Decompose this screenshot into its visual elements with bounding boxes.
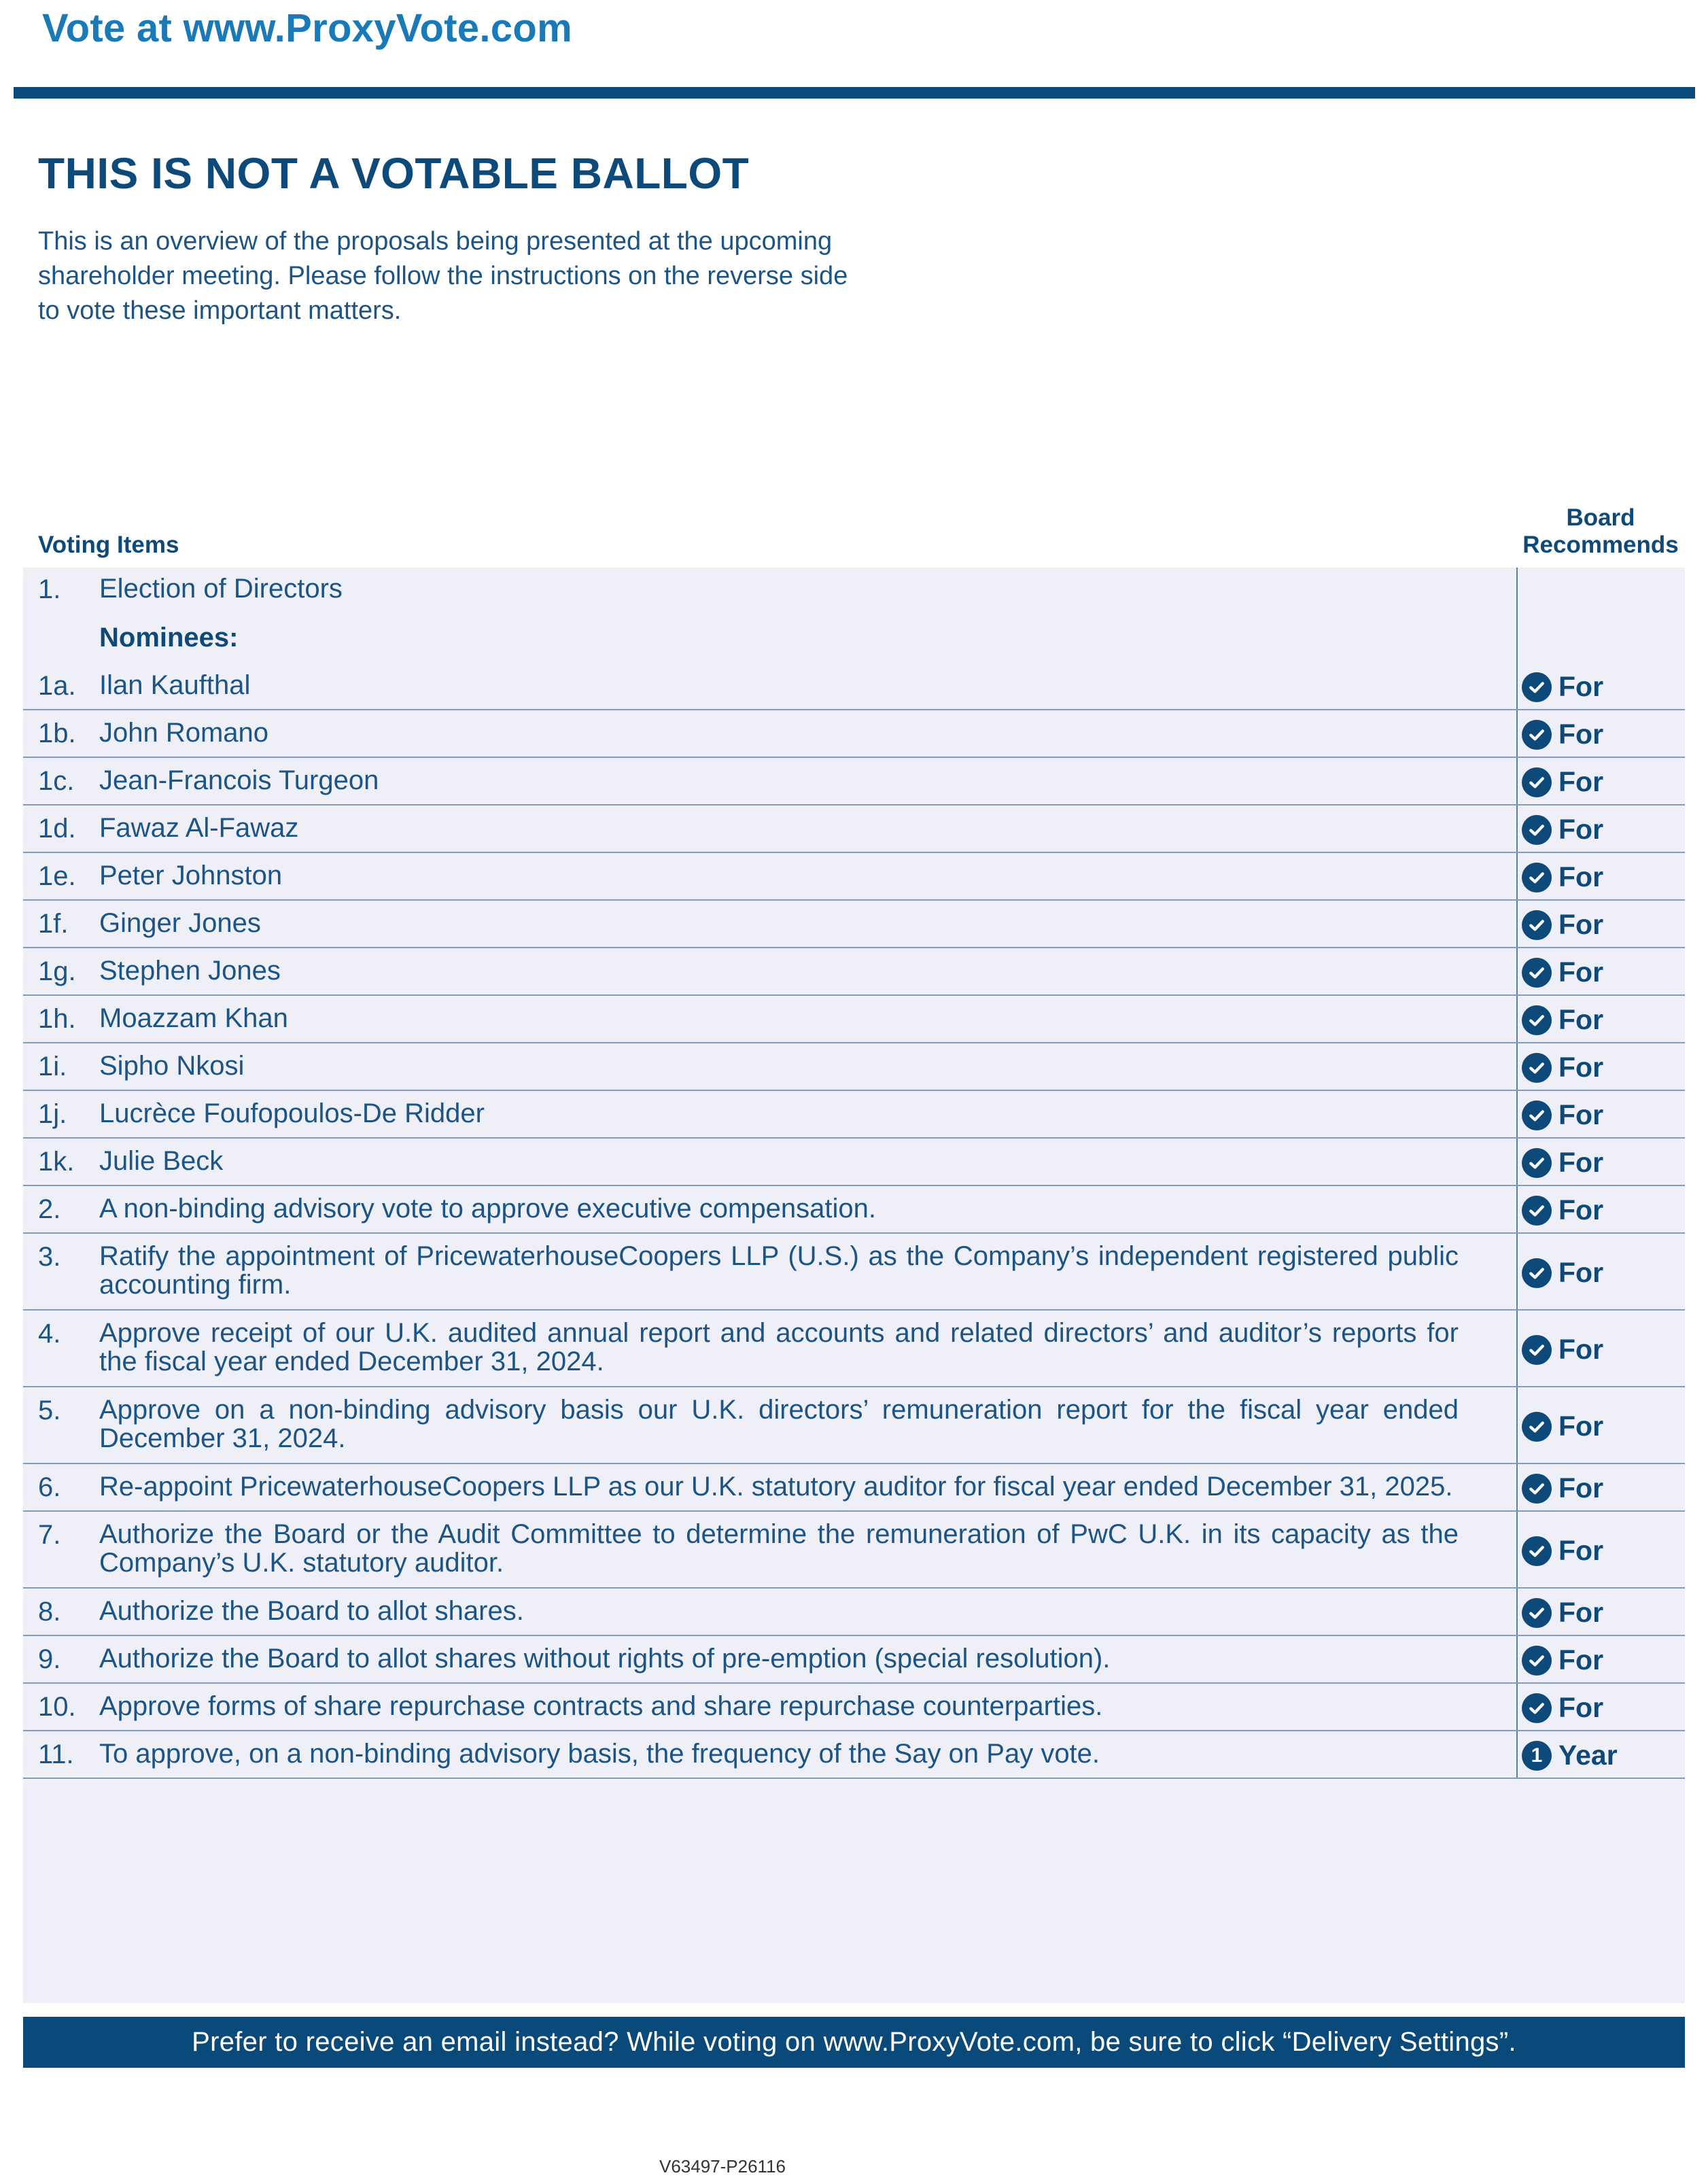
recommendation — [1522, 1739, 1618, 1771]
item-description: Election of Directors — [99, 574, 343, 604]
nominee-name: Stephen Jones — [99, 956, 281, 986]
check-circle-icon — [1522, 672, 1552, 702]
recommendation-label: For — [1558, 909, 1604, 940]
item-description: Authorize the Board to allot shares. — [99, 1596, 524, 1626]
check-circle-icon — [1522, 958, 1552, 988]
recommendation-label: For — [1558, 1472, 1604, 1504]
recommendation-label: For — [1558, 766, 1604, 797]
check-circle-icon — [1522, 1536, 1552, 1566]
nominee-row — [23, 710, 1685, 758]
item-number: 1j. — [38, 1099, 67, 1129]
footer-text: Prefer to receive an email instead? While voting on www.ProxyVote.com, be sure to click “Delivery Settings”. — [192, 2027, 1516, 2057]
item-description: A non-binding advisory vote to approve executive compensation. — [99, 1194, 876, 1224]
proposal-row — [23, 1636, 1685, 1684]
check-circle-icon — [1522, 1646, 1552, 1676]
nominee-name: Julie Beck — [99, 1146, 224, 1176]
proposal-row — [23, 1311, 1685, 1387]
item-description: To approve, on a non-binding advisory basis, the frequency of the Say on Pay vote. — [99, 1739, 1100, 1769]
nominee-row — [23, 1139, 1685, 1186]
check-circle-icon — [1522, 1258, 1552, 1288]
check-circle-icon — [1522, 815, 1552, 845]
check-circle-icon — [1522, 910, 1552, 940]
recommendation — [1522, 1257, 1603, 1289]
check-circle-icon — [1522, 1474, 1552, 1504]
nominee-name: John Romano — [99, 718, 269, 748]
voting-items-header: Voting Items — [38, 532, 179, 558]
item-number: 1k. — [38, 1147, 75, 1177]
proposal-row — [23, 1684, 1685, 1731]
nominees-label-row — [23, 615, 1685, 663]
check-circle-icon — [1522, 1598, 1552, 1628]
item-description: Ratify the appointment of PricewaterhouseCoopers LLP (U.S.) as the Company’s independent registered public accounting firm. — [99, 1241, 1459, 1300]
recommendation-label: For — [1558, 1194, 1604, 1226]
nominee-row — [23, 1091, 1685, 1139]
nominee-row — [23, 805, 1685, 853]
voting-item-row — [23, 568, 1685, 615]
nominee-row — [23, 853, 1685, 901]
item-number: 6. — [38, 1472, 61, 1502]
recommendation — [1522, 956, 1603, 988]
intro-text: This is an overview of the proposals being presented at the upcoming shareholder meeting. Please follow the instructions on the reverse side to vote these important matters. — [38, 227, 848, 325]
nominees-label: Nominees: — [99, 623, 239, 653]
check-circle-icon — [1522, 1335, 1552, 1365]
item-description: Approve on a non-binding advisory basis our U.K. directors’ remuneration report for the fiscal year ended December 31, 2024. — [99, 1395, 1459, 1453]
proposal-row — [23, 1731, 1685, 1779]
check-circle-icon — [1522, 1053, 1552, 1083]
proposal-row — [23, 1589, 1685, 1636]
check-circle-icon — [1522, 1148, 1552, 1178]
nominee-row — [23, 948, 1685, 996]
recommendation — [1522, 1692, 1603, 1724]
recommendation-label: For — [1558, 718, 1604, 750]
nominee-name: Ginger Jones — [99, 908, 261, 938]
frequency-badge: 1 — [1531, 1744, 1543, 1767]
check-circle-icon — [1522, 720, 1552, 750]
check-circle-icon — [1522, 767, 1552, 797]
recommendation — [1522, 861, 1603, 893]
item-description: Authorize the Board or the Audit Committee to determine the remuneration of PwC U.K. in its capacity as the Company’s U.K. statutory auditor. — [99, 1519, 1459, 1578]
nominee-row — [23, 663, 1685, 710]
item-number: 11. — [38, 1739, 74, 1769]
nominee-name: Peter Johnston — [99, 861, 283, 890]
recommendation — [1522, 1052, 1603, 1084]
item-number: 1a. — [38, 671, 76, 701]
proposal-row — [23, 1512, 1685, 1589]
item-description: Approve receipt of our U.K. audited annual report and accounts and related directors’ and auditor’s reports for the fiscal year ended December 31, 2024. — [99, 1318, 1459, 1376]
recommendation — [1522, 814, 1603, 846]
recommendation — [1522, 1004, 1603, 1036]
recommendation-label: For — [1558, 1099, 1604, 1130]
item-number: 3. — [38, 1242, 61, 1272]
proposal-row — [23, 1464, 1685, 1512]
header-title: Vote at www.ProxyVote.com — [42, 6, 572, 50]
recommendation-label: For — [1558, 1644, 1604, 1676]
item-number: 7. — [38, 1520, 61, 1550]
nominee-row — [23, 901, 1685, 948]
proposal-row — [23, 1186, 1685, 1234]
item-number: 1g. — [38, 956, 76, 986]
recommendation-label: For — [1558, 1410, 1604, 1442]
nominee-name: Ilan Kaufthal — [99, 670, 251, 700]
recommendation-label: Year — [1558, 1739, 1618, 1771]
recommendation-label: For — [1558, 1257, 1604, 1288]
recommendation — [1522, 1597, 1603, 1629]
footer-banner — [23, 2017, 1685, 2068]
check-circle-icon — [1522, 1412, 1552, 1442]
recommendation — [1522, 1535, 1603, 1567]
recommendation — [1522, 1099, 1603, 1131]
recommendation — [1522, 909, 1603, 941]
nominee-name: Jean-Francois Turgeon — [99, 765, 379, 795]
recommendation-label: For — [1558, 1334, 1604, 1365]
item-number: 1f. — [38, 909, 69, 939]
recommendation-label: For — [1558, 861, 1604, 892]
recommendation — [1522, 1334, 1603, 1366]
recommendation — [1522, 766, 1603, 798]
item-number: 9. — [38, 1644, 61, 1674]
check-circle-icon — [1522, 1005, 1552, 1035]
document-code: V63497-P26116 — [659, 2156, 786, 2177]
nominee-row — [23, 996, 1685, 1043]
item-number: 1. — [38, 574, 61, 604]
item-number: 4. — [38, 1319, 61, 1349]
check-circle-icon — [1522, 1693, 1552, 1723]
item-number: 2. — [38, 1194, 61, 1224]
item-number: 5. — [38, 1396, 61, 1425]
item-number: 1h. — [38, 1004, 76, 1034]
item-number: 1c. — [38, 766, 75, 796]
recommendation-label: For — [1558, 671, 1604, 702]
proposal-row — [23, 1234, 1685, 1311]
recommendation-label: For — [1558, 1052, 1604, 1083]
board-recommends-header: Board Recommends — [1522, 504, 1679, 558]
recommendation-label: For — [1558, 814, 1604, 845]
recommendation — [1522, 671, 1603, 703]
item-number: 1b. — [38, 718, 76, 748]
nominee-row — [23, 758, 1685, 805]
item-number: 1i. — [38, 1052, 67, 1081]
check-circle-icon — [1522, 1100, 1552, 1130]
check-circle-icon — [1522, 863, 1552, 892]
recommendation-label: For — [1558, 956, 1604, 988]
recommendation — [1522, 1147, 1603, 1179]
recommendation — [1522, 1194, 1603, 1226]
item-number: 1e. — [38, 861, 76, 891]
proposal-row — [23, 1387, 1685, 1464]
item-number: 8. — [38, 1597, 61, 1627]
recommendation-label: For — [1558, 1597, 1604, 1628]
nominee-name: Sipho Nkosi — [99, 1051, 245, 1081]
recommendation-label: For — [1558, 1147, 1604, 1178]
nominee-name: Moazzam Khan — [99, 1003, 288, 1033]
nominee-name: Lucrèce Foufopoulos-De Ridder — [99, 1098, 485, 1128]
item-description: Authorize the Board to allot shares without rights of pre-emption (special resolution). — [99, 1644, 1111, 1674]
page-title: THIS IS NOT A VOTABLE BALLOT — [38, 149, 750, 198]
recommendation-label: For — [1558, 1692, 1604, 1723]
item-number: 10. — [38, 1692, 76, 1722]
recommendation-label: For — [1558, 1004, 1604, 1035]
check-circle-icon — [1522, 1196, 1552, 1226]
recommendation — [1522, 1410, 1603, 1442]
recommendation — [1522, 1472, 1603, 1504]
header-rule — [14, 87, 1695, 99]
item-description: Re-appoint PricewaterhouseCoopers LLP as our U.K. statutory auditor for fiscal year ended December 31, 2025. — [99, 1472, 1453, 1502]
nominee-name: Fawaz Al-Fawaz — [99, 813, 299, 843]
item-number: 1d. — [38, 814, 76, 844]
recommendation — [1522, 718, 1603, 750]
recommendation-label: For — [1558, 1535, 1604, 1566]
nominee-row — [23, 1043, 1685, 1091]
item-description: Approve forms of share repurchase contracts and share repurchase counterparties. — [99, 1691, 1103, 1721]
number-one-circle-icon — [1522, 1741, 1552, 1771]
recommendation — [1522, 1644, 1603, 1676]
